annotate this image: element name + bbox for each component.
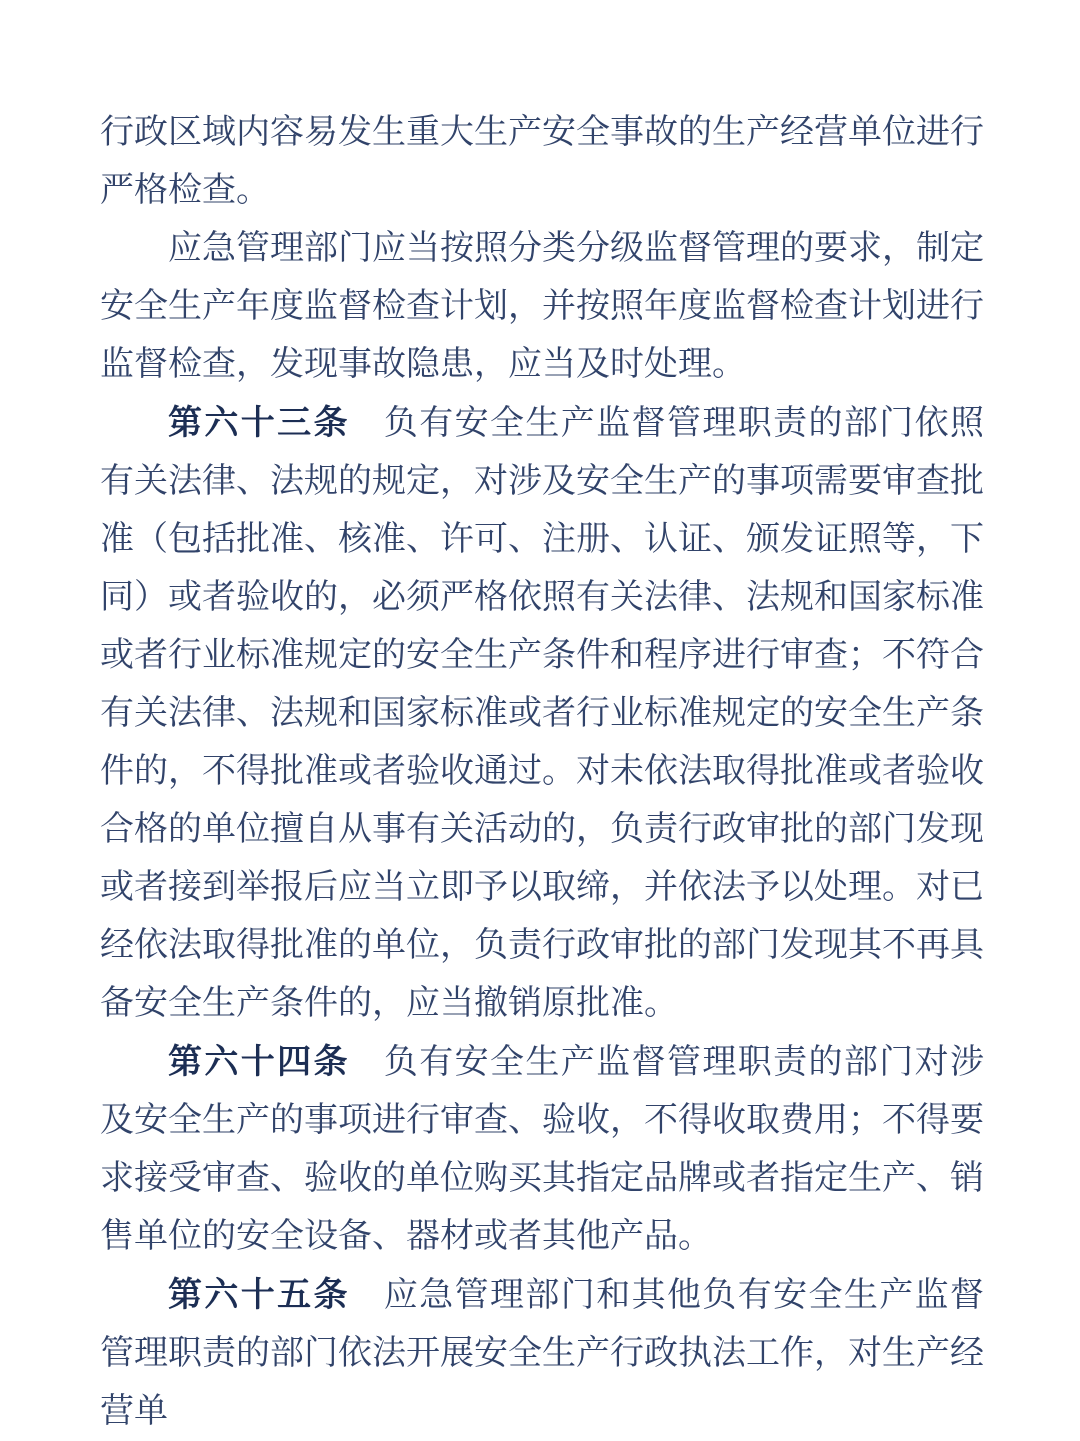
article-text: 负有安全生产监督管理职责的部门对涉及安全生产的事项进行审查、验收，不得收取费用；不得要求接受审查、验收的单位购买其指定品牌或者指定生产、销售单位的安全设备、器材或者其他产品。 [100, 1044, 985, 1255]
article-number: 第六十四条 [168, 1043, 350, 1081]
paragraph-text: 行政区域内容易发生重大生产安全事故的生产经营单位进行严格检查。 [100, 114, 984, 209]
paragraph-article-63 [100, 394, 984, 1033]
article-text: 应急管理部门和其他负有安全生产监督管理职责的部门依法开展安全生产行政执法工作，对生产经营单 [100, 1277, 985, 1430]
paragraph-text: 应急管理部门应当按照分类分级监督管理的要求，制定安全生产年度监督检查计划，并按照年度监督检查计划进行监督检查，发现事故隐患，应当及时处理。 [100, 230, 984, 383]
article-text: 负有安全生产监督管理职责的部门依照有关法律、法规的规定，对涉及安全生产的事项需要审查批准（包括批准、核准、许可、注册、认证、颁发证照等，下同）或者验收的，必须严格依照有关法律、法规和国家标准或者行业标准规定的安全生产条件和程序进行审查；不符合有关法律、法规和国家标准或者行业标准规定的安全生产条件的，不得批准或者验收通过。对未依法取得批准或者验收合格的单位擅自从事有关活动的，负责行政审批的部门发现或者接到举报后应当立即予以取缔，并依法予以处理。对已经依法取得批准的单位，负责行政审批的部门发现其不再具备安全生产条件的，应当撤销原批准。 [100, 405, 985, 1022]
article-number: 第六十三条 [168, 404, 350, 442]
paragraph-body [100, 220, 984, 394]
article-number: 第六十五条 [168, 1276, 350, 1314]
paragraph-article-65 [100, 1266, 984, 1441]
paragraph-continuation [100, 104, 984, 220]
paragraph-article-64 [100, 1033, 984, 1266]
